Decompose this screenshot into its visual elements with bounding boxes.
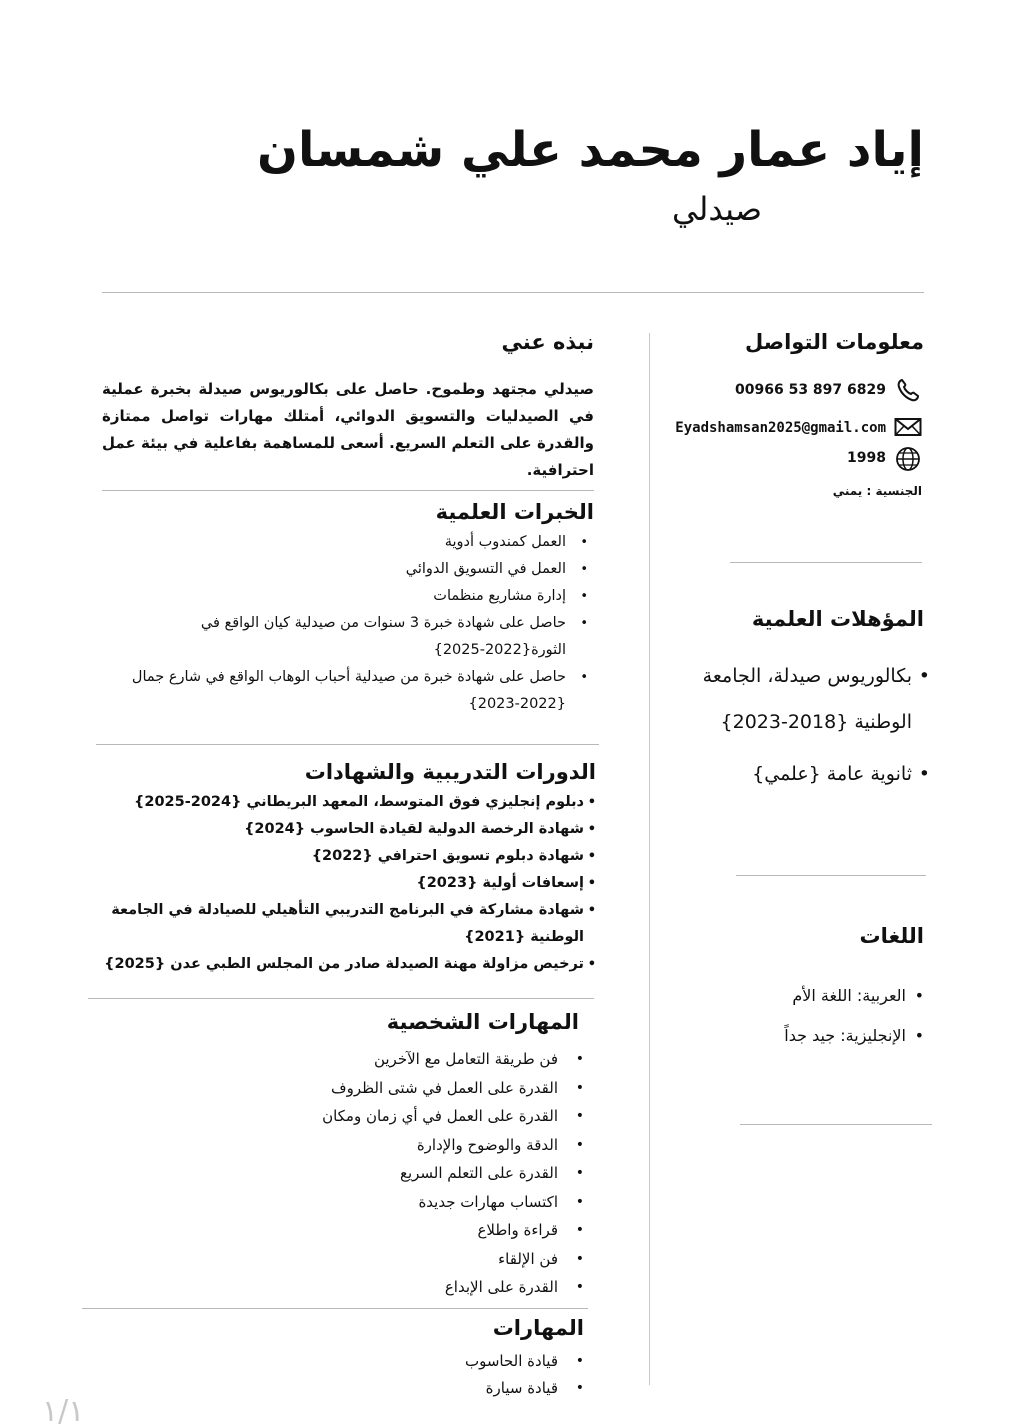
list-item: • القدرة على الإبداع bbox=[272, 1273, 592, 1302]
personal-skills-title: المهارات الشخصية bbox=[386, 1010, 579, 1034]
list-item: • فن الإلقاء bbox=[272, 1245, 592, 1274]
personal-skills-divider bbox=[82, 1308, 588, 1309]
languages-title: اللغات bbox=[859, 924, 924, 948]
list-item: • إسعافات أولية {2023} bbox=[102, 870, 596, 897]
contact-title: معلومات التواصل bbox=[745, 330, 924, 354]
qualifications-divider bbox=[736, 875, 926, 876]
candidate-name: إياد عمار محمد علي شمسان bbox=[257, 122, 924, 178]
phone-icon bbox=[894, 378, 922, 402]
personal-skills-list bbox=[272, 1045, 592, 1302]
page-number: ١/١ bbox=[42, 1394, 85, 1426]
list-item: • قيادة الحاسوب bbox=[392, 1348, 592, 1375]
column-divider bbox=[649, 333, 650, 1385]
birth-year: 1998 bbox=[847, 450, 886, 466]
list-item: • قيادة سيارة bbox=[392, 1375, 592, 1402]
qualifications-title: المؤهلات العلمية bbox=[751, 607, 924, 631]
experience-list bbox=[114, 529, 594, 718]
contact-birth-row bbox=[847, 446, 922, 470]
job-title: صيدلي bbox=[671, 190, 762, 228]
languages-list bbox=[726, 976, 926, 1056]
globe-icon bbox=[894, 446, 922, 470]
list-item: • قراءة واطلاع bbox=[272, 1216, 592, 1245]
experience-title: الخبرات العلمية bbox=[435, 500, 594, 524]
list-item: • القدرة على العمل في شتى الظروف bbox=[272, 1074, 592, 1103]
courses-title: الدورات التدريبية والشهادات bbox=[304, 760, 596, 784]
contact-email-row bbox=[675, 416, 922, 440]
qualifications-list bbox=[682, 653, 932, 797]
about-text: صيدلي مجتهد وطموح. حاصل على بكالوريوس صيدلة بخبرة عملية في الصيدليات والتسويق الدوائي، أمتلك مهارات تواصل ممتازة والقدرة على التعلم السريع. أسعى للمساهمة بفاعلية في بيئة عمل احترافية. bbox=[102, 380, 594, 479]
languages-divider bbox=[740, 1124, 932, 1125]
skills-title: المهارات bbox=[492, 1316, 584, 1340]
email-address: Eyadshamsan2025@gmail.com bbox=[675, 420, 886, 436]
list-item: • حاصل على شهادة خبرة 3 سنوات من صيدلية كيان الواقع في الثورة{2022-2025} bbox=[114, 610, 594, 664]
list-item: • إدارة مشاريع منظمات bbox=[114, 583, 594, 610]
list-item: • ثانوية عامة {علمي} bbox=[682, 751, 932, 797]
skills-list bbox=[392, 1348, 592, 1402]
list-item: • شهادة الرخصة الدولية لقيادة الحاسوب {2024} bbox=[102, 816, 596, 843]
list-item: • العمل كمندوب أدوية bbox=[114, 529, 594, 556]
list-item: • شهادة دبلوم تسويق احترافي {2022} bbox=[102, 843, 596, 870]
list-item: • بكالوريوس صيدلة، الجامعة الوطنية {2018-2023} bbox=[682, 653, 932, 745]
courses-divider bbox=[88, 998, 594, 999]
list-item: • فن طريقة التعامل مع الآخرين bbox=[272, 1045, 592, 1074]
contact-divider bbox=[730, 562, 922, 563]
list-item: • العمل في التسويق الدوائي bbox=[114, 556, 594, 583]
about-divider bbox=[102, 490, 594, 491]
list-item: • الإنجليزية: جيد جداً bbox=[726, 1016, 926, 1056]
header-divider bbox=[102, 292, 924, 293]
experience-divider bbox=[96, 744, 599, 745]
courses-list bbox=[102, 789, 596, 978]
list-item: • القدرة على التعلم السريع bbox=[272, 1159, 592, 1188]
list-item: • دبلوم إنجليزي فوق المتوسط، المعهد البريطاني {2024-2025} bbox=[102, 789, 596, 816]
envelope-icon bbox=[894, 416, 922, 440]
phone-number: 00966 53 897 6829 bbox=[735, 382, 886, 398]
list-item: • حاصل على شهادة خبرة من صيدلية أحباب الوهاب الواقع في شارع جمال {2022-2023} bbox=[114, 664, 594, 718]
list-item: • ترخيص مزاولة مهنة الصيدلة صادر من المجلس الطبي عدن {2025} bbox=[102, 951, 596, 978]
list-item: • العربية: اللغة الأم bbox=[726, 976, 926, 1016]
list-item: • شهادة مشاركة في البرنامج التدريبي التأهيلي للصيادلة في الجامعة الوطنية {2021} bbox=[102, 897, 596, 951]
list-item: • الدقة والوضوح والإدارة bbox=[272, 1131, 592, 1160]
about-title: نبذه عني bbox=[501, 330, 594, 354]
contact-phone-row bbox=[735, 378, 922, 402]
list-item: • القدرة على العمل في أي زمان ومكان bbox=[272, 1102, 592, 1131]
nationality: الجنسية : يمني bbox=[832, 484, 922, 498]
list-item: • اكتساب مهارات جديدة bbox=[272, 1188, 592, 1217]
